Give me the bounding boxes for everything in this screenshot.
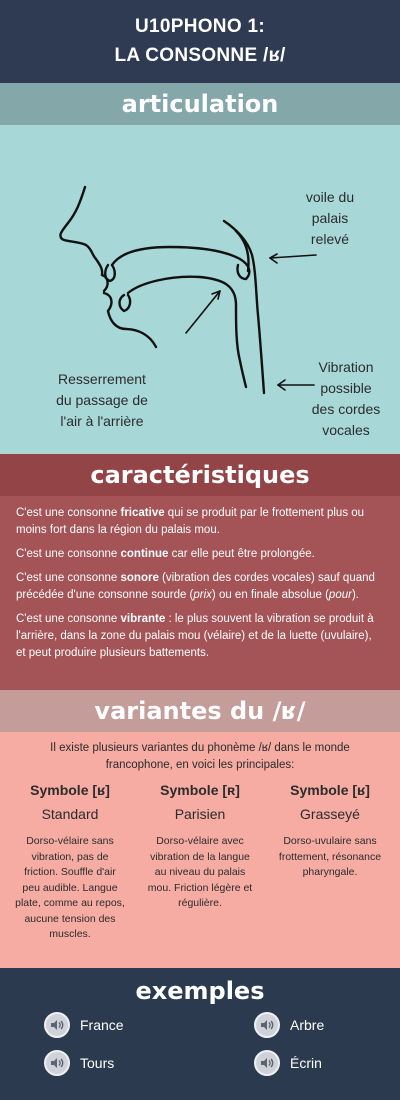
annotation-arrows <box>186 254 316 390</box>
variantes-intro: Il existe plusieurs variantes du phonème /ʁ/ dans le monde francophone, en voici les principales: <box>50 742 350 771</box>
variante-description: Dorso-vélaire sans vibration, pas de friction. Souffle d'air peu audible. Langue plate, comme au repos, aucune tension des muscles. <box>15 835 125 940</box>
speaker-icon[interactable] <box>44 1012 70 1038</box>
variantes-columns <box>0 774 400 943</box>
speaker-icon[interactable] <box>44 1050 70 1076</box>
variante-name: Standard <box>41 806 99 822</box>
page-header <box>0 0 400 83</box>
example-france[interactable] <box>44 1012 124 1038</box>
carac-item-continue: C'est une consonne continue car elle peut être prolongée. <box>16 548 315 560</box>
face-profile <box>60 187 102 275</box>
arrow-constriction <box>186 291 220 333</box>
arrow-velum <box>270 255 316 258</box>
speaker-icon[interactable] <box>254 1050 280 1076</box>
articulation-heading: articulation <box>0 83 400 125</box>
example-tours[interactable] <box>44 1050 114 1076</box>
nasal-cavity-back <box>224 221 264 393</box>
hard-palate <box>112 247 240 265</box>
variante-parisien <box>138 780 262 943</box>
page-title-line2: LA CONSONNE /ʁ/ <box>114 45 286 66</box>
variantes-heading: variantes du /ʁ/ <box>0 690 400 732</box>
label-vibration: Vibration possible des cordes vocales <box>311 359 381 438</box>
variante-grasseye <box>268 780 392 943</box>
variante-symbol: Symbole [ʀ] <box>160 782 240 798</box>
variante-symbol: Symbole [ʁ] <box>30 782 110 798</box>
variante-description: Dorso-uvulaire sans frottement, résonance pharyngale. <box>278 835 382 878</box>
label-resserrement: Resserrement du passage de l'air à l'arrière <box>56 371 148 429</box>
variante-symbol: Symbole [ʁ] <box>290 782 370 798</box>
lower-teeth <box>120 295 131 311</box>
exemples-heading: exemples <box>135 977 265 1005</box>
example-word[interactable]: France <box>80 1017 124 1033</box>
articulation-section <box>0 125 400 454</box>
example-arbre[interactable] <box>254 1012 324 1038</box>
chin <box>108 311 156 347</box>
speaker-icon[interactable] <box>254 1012 280 1038</box>
page-title-line1: U10PHONO 1: <box>134 16 265 37</box>
exemples-grid <box>0 1006 400 1096</box>
exemples-section <box>0 968 400 1100</box>
example-word[interactable]: Tours <box>80 1055 115 1071</box>
variante-standard <box>8 780 132 943</box>
carac-item-fricative: C'est une consonne fricative qui se produit par le frottement plus ou moins fort dans la région du palais mou. <box>16 507 365 536</box>
variantes-section <box>0 732 400 968</box>
carac-item-sonore: C'est une consonne sonore (vibration des cordes vocales) sauf quand précédée d'une consonne sourde (prix) ou en finale absolue (pour). <box>16 572 375 601</box>
variante-description: Dorso-vélaire avec vibration de la langue au niveau du palais mou. Friction légère et régulière. <box>147 835 253 909</box>
label-voile-palais: voile du palais relevé <box>305 189 355 247</box>
variante-name: Grasseyé <box>300 806 360 822</box>
variante-name: Parisien <box>174 806 226 822</box>
caracteristiques-heading: caractéristiques <box>0 454 400 496</box>
carac-item-vibrante: C'est une consonne vibrante : le plus souvent la vibration se produit à l'arrière, dans la zone du palais mou (vélaire) et de la luette (uvulaire), et peut produire plusieurs battements. <box>16 613 374 659</box>
example-ecrin[interactable] <box>254 1050 322 1076</box>
caracteristiques-section <box>0 496 400 690</box>
example-word[interactable]: Arbre <box>290 1017 325 1033</box>
upper-teeth <box>105 265 115 281</box>
lower-lip <box>104 293 111 311</box>
example-word[interactable]: Écrin <box>290 1055 322 1071</box>
